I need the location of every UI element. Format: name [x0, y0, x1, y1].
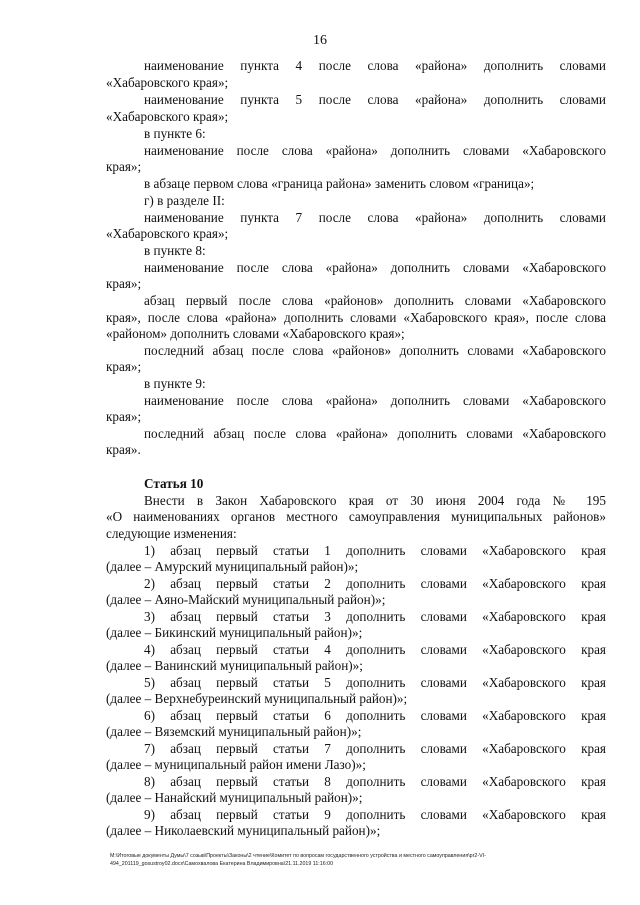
text-line: Внести в Закон Хабаровского края от 30 июня 2004 года № 195	[144, 493, 606, 508]
text-line: 7) абзац первый статьи 7 дополнить словами «Хабаровского края	[144, 741, 606, 756]
footer-path-line: M:\Итоговые документы Думы\7 созыв\Проекты\Законы\2 чтение\Комитет по вопросам государственного устройства и местного самоуправления\pr2-VI-	[110, 853, 486, 859]
text-line: в абзаце первом слова «граница района» заменить словом «граница»;	[144, 176, 535, 191]
text-line: наименование пункта 5 после слова «района» дополнить словами	[144, 92, 606, 107]
page-number: 16	[313, 33, 327, 48]
text-line: «О наименованиях органов местного самоуправления муниципальных районов»	[106, 509, 606, 524]
text-line: наименование пункта 7 после слова «района» дополнить словами	[144, 210, 606, 225]
text-line: 6) абзац первый статьи 6 дополнить словами «Хабаровского края	[144, 708, 606, 723]
article-heading: Статья 10	[144, 476, 204, 491]
text-line: следующие изменения:	[106, 526, 237, 541]
text-line: края»;	[106, 359, 142, 374]
text-line: 8) абзац первый статьи 8 дополнить словами «Хабаровского края	[144, 774, 606, 789]
text-line: края», после слова «района» дополнить словами «Хабаровского края», после слова	[106, 310, 606, 325]
text-line: последний абзац после слова «района» дополнить словами «Хабаровского	[144, 426, 606, 441]
text-line: (далее – Нанайский муниципальный район)»;	[106, 790, 363, 805]
text-line: последний абзац после слова «районов» дополнить словами «Хабаровского	[144, 343, 606, 358]
text-line: в пункте 8:	[144, 243, 206, 258]
text-line: (далее – Верхнебуреинский муниципальный район)»;	[106, 691, 408, 706]
text-line: наименование после слова «района» дополнить словами «Хабаровского	[144, 393, 606, 408]
text-line: 5) абзац первый статьи 5 дополнить словами «Хабаровского края	[144, 675, 606, 690]
text-line: абзац первый после слова «районов» дополнить словами «Хабаровского	[144, 293, 606, 308]
text-line: (далее – Бикинский муниципальный район)»;	[106, 625, 363, 640]
text-line: 1) абзац первый статьи 1 дополнить словами «Хабаровского края	[144, 543, 606, 558]
text-line: в пункте 6:	[144, 126, 206, 141]
text-line: 2) абзац первый статьи 2 дополнить словами «Хабаровского края	[144, 576, 606, 591]
text-line: «районом» дополнить словами «Хабаровского края»;	[106, 326, 405, 341]
text-line: наименование пункта 4 после слова «района» дополнить словами	[144, 58, 606, 73]
text-line: края».	[106, 442, 141, 457]
text-line: 9) абзац первый статьи 9 дополнить словами «Хабаровского края	[144, 807, 606, 822]
text-line: края»;	[106, 409, 142, 424]
text-line: края»;	[106, 159, 142, 174]
text-line: (далее – Ванинский муниципальный район)»;	[106, 658, 363, 673]
text-line: наименование после слова «района» дополнить словами «Хабаровского	[144, 143, 606, 158]
text-line: (далее – Николаевский муниципальный район)»;	[106, 823, 381, 838]
text-line: (далее – муниципальный район имени Лазо)»;	[106, 757, 366, 772]
text-line: края»;	[106, 276, 142, 291]
text-line: 3) абзац первый статьи 3 дополнить словами «Хабаровского края	[144, 609, 606, 624]
text-line: в пункте 9:	[144, 376, 206, 391]
text-line: «Хабаровского края»;	[106, 75, 229, 90]
text-line: «Хабаровского края»;	[106, 226, 229, 241]
text-line: (далее – Вяземский муниципальный район)»;	[106, 724, 362, 739]
text-line: г) в разделе II:	[144, 193, 225, 208]
footer-path-line: 494_201119_gosustroy02.docx\Самохвалова Екатерина Владимировна\21.11.2019 11:16:00	[110, 861, 334, 867]
text-line: (далее – Аяно-Майский муниципальный район)»;	[106, 592, 386, 607]
text-line: «Хабаровского края»;	[106, 109, 229, 124]
text-line: наименование после слова «района» дополнить словами «Хабаровского	[144, 260, 606, 275]
text-line: (далее – Амурский муниципальный район)»;	[106, 559, 359, 574]
text-line: 4) абзац первый статьи 4 дополнить словами «Хабаровского края	[144, 642, 606, 657]
